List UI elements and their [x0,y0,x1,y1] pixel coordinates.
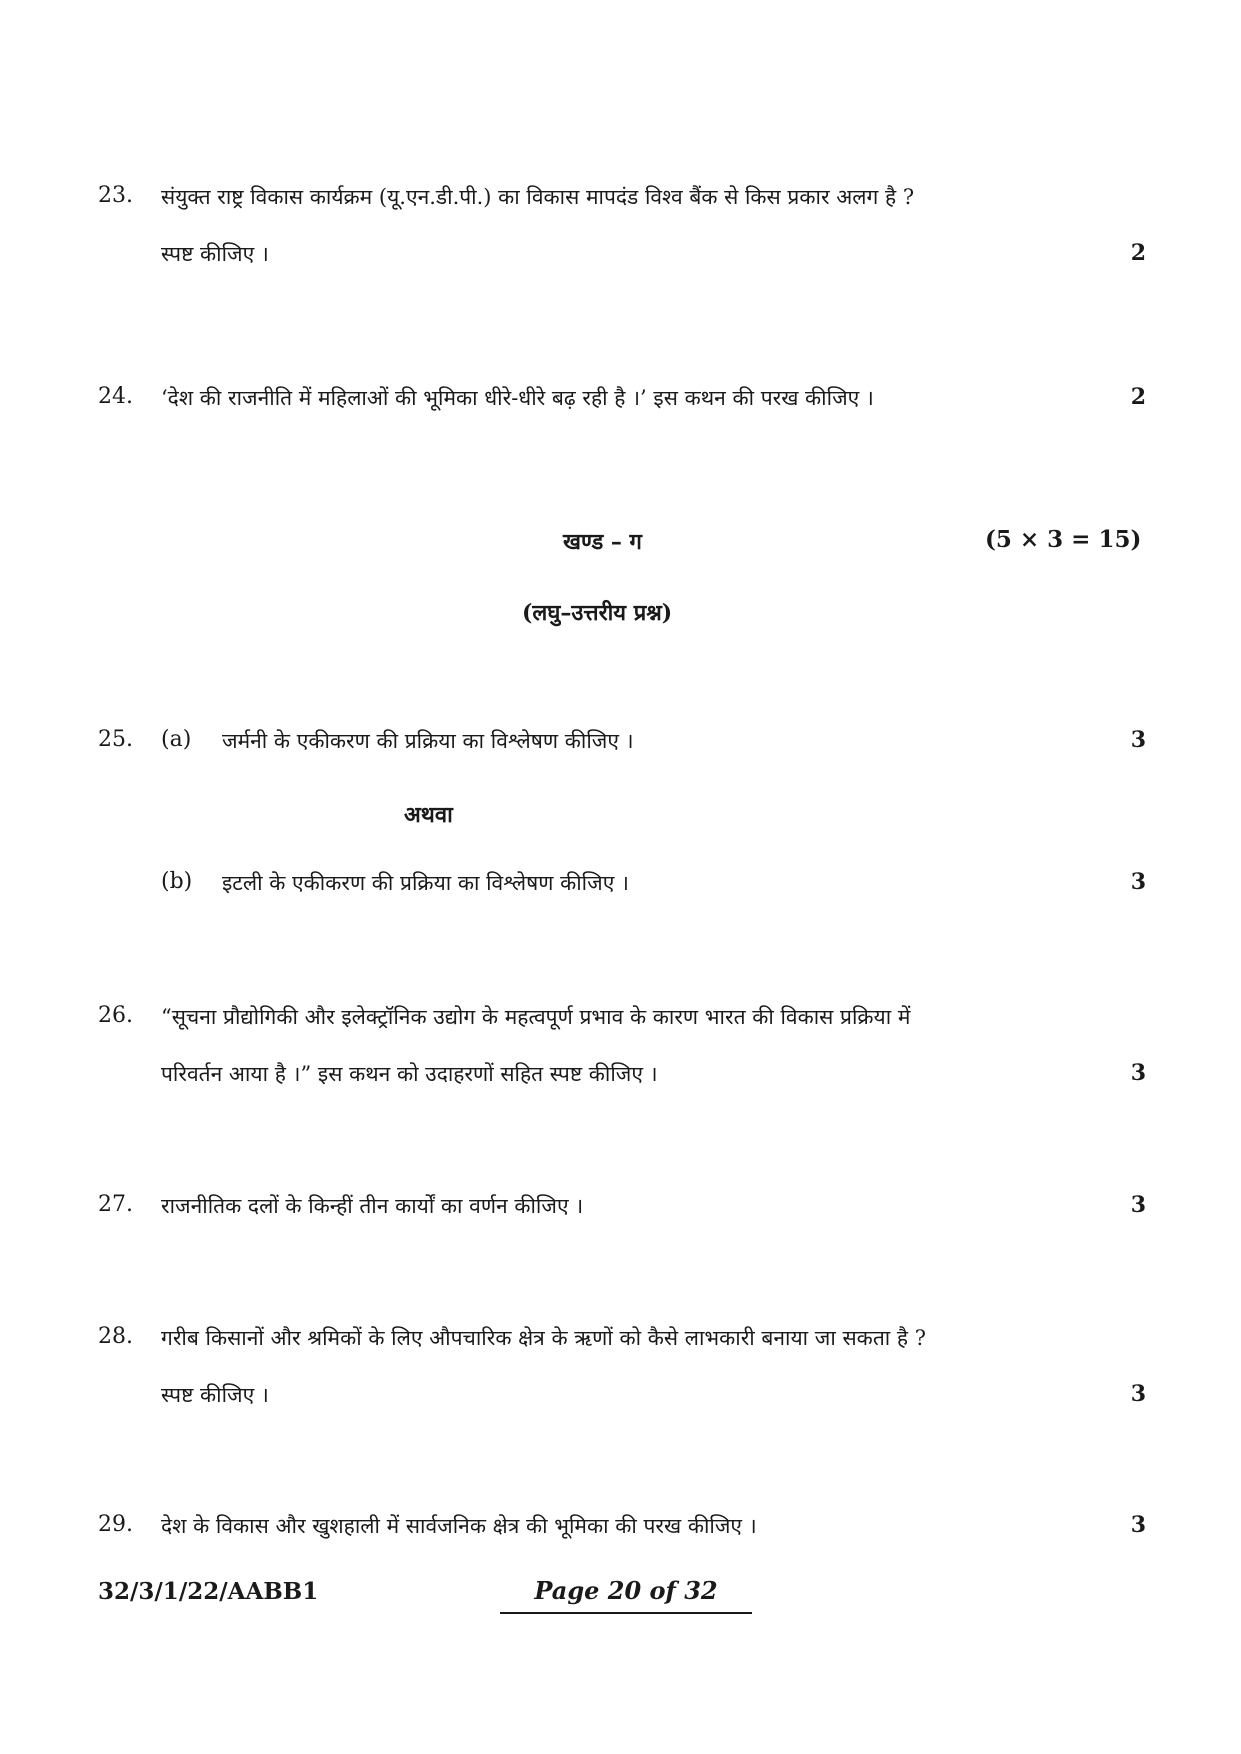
question-29-marks: 3 [1130,1512,1146,1538]
question-26-marks: 3 [1130,1060,1146,1086]
section-marks: (5 × 3 = 15) [985,526,1142,553]
section-title: खण्ड – ग [563,529,642,555]
or-label: अथवा [404,802,453,828]
question-24-text: ‘देश की राजनीति में महिलाओं की भूमिका धीरे-धीरे बढ़ रही है ।’ इस कथन की परख कीजिए । [161,386,874,410]
question-25b-label: (b) [161,869,193,894]
question-26-text-line-1: “सूचना प्रौद्योगिकी और इलेक्ट्रॉनिक उद्योग के महत्वपूर्ण प्रभाव के कारण भारत की विकास प्रक्रिया में [161,1005,911,1029]
question-23-text-line-1: संयुक्त राष्ट्र विकास कार्यक्रम (यू.एन.डी.पी.) का विकास मापदंड विश्व बैंक से किस प्रकार अलग है ? [161,185,915,209]
question-24-number: 24. [98,384,133,409]
question-25b-marks: 3 [1130,869,1146,895]
question-23-text-line-2: स्पष्ट कीजिए । [161,242,269,266]
question-23-marks: 2 [1130,240,1146,266]
question-28-number: 28. [98,1324,133,1349]
question-25a-marks: 3 [1130,727,1146,753]
question-25a-text: जर्मनी के एकीकरण की प्रक्रिया का विश्लेषण कीजिए । [222,729,634,753]
question-28-text-line-2: स्पष्ट कीजिए । [161,1383,269,1407]
question-25a-label: (a) [161,727,192,752]
question-27-text: राजनीतिक दलों के किन्हीं तीन कार्यों का वर्णन कीजिए । [161,1194,584,1218]
question-27-number: 27. [98,1192,133,1217]
section-subtitle: (लघु–उत्तरीय प्रश्न) [522,600,673,626]
question-25-number: 25. [98,727,133,752]
question-29-number: 29. [98,1512,133,1537]
question-23-number: 23. [98,183,133,208]
question-29-text: देश के विकास और खुशहाली में सार्वजनिक क्षेत्र की भूमिका की परख कीजिए । [161,1514,757,1538]
question-28-text-line-1: गरीब किसानों और श्रमिकों के लिए औपचारिक क्षेत्र के ऋणों को कैसे लाभकारी बनाया जा सकता है ? [161,1326,926,1350]
question-26-number: 26. [98,1003,133,1028]
question-27-marks: 3 [1130,1192,1146,1218]
question-28-marks: 3 [1130,1381,1146,1407]
question-24-marks: 2 [1130,384,1146,410]
page-number: Page 20 of 32 [534,1576,718,1605]
page-number-underline [500,1612,752,1614]
question-25b-text: इटली के एकीकरण की प्रक्रिया का विश्लेषण कीजिए । [222,871,629,895]
paper-code: 32/3/1/22/AABB1 [98,1578,319,1605]
question-26-text-line-2: परिवर्तन आया है ।” इस कथन को उदाहरणों सहित स्पष्ट कीजिए । [161,1062,658,1086]
